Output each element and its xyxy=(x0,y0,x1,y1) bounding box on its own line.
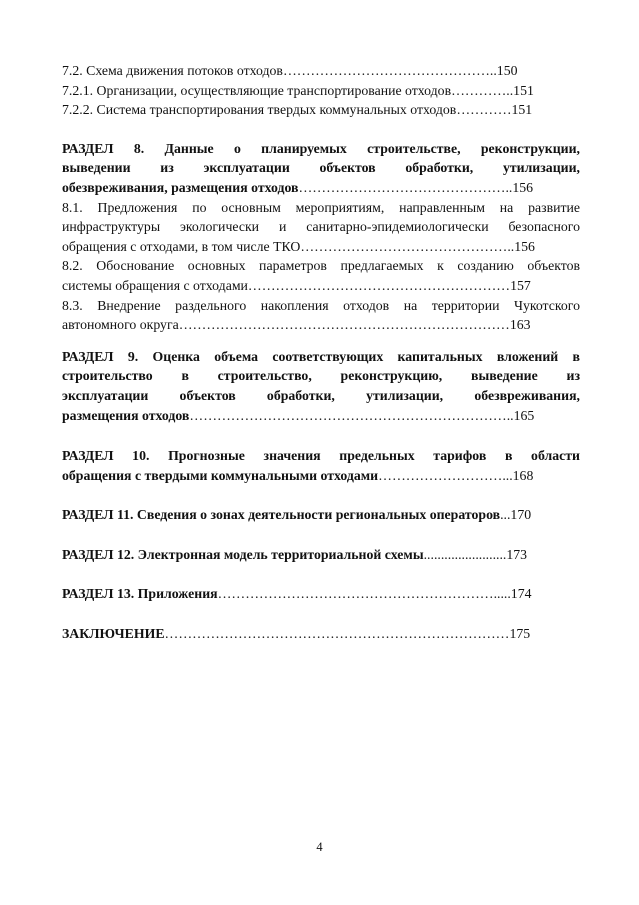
toc-entry-line: 8.1. Предложения по основным мероприятиям, направленным на развитие xyxy=(62,199,580,215)
toc-section-9-line xyxy=(62,406,580,426)
toc-entry-line: обращения с отходами, в том числе ТКО………………………………………..156 xyxy=(62,238,535,254)
toc-section-9-line: РАЗДЕЛ 9. Оценка объема соответствующих капитальных вложений в xyxy=(62,348,580,364)
toc-conclusion-leader-page: …………………………………………………………………175 xyxy=(164,626,531,642)
toc-entry-7-2: 7.2. Схема движения потоков отходов………………………………………..150 xyxy=(62,63,518,78)
toc-entry-8-3 xyxy=(62,296,580,335)
toc-entry-line: 8.2. Обоснование основных параметров предлагаемых к созданию объектов xyxy=(62,258,580,274)
toc-section-12-leader-page: ........................173 xyxy=(423,546,528,562)
toc-section-8-line: выведении из эксплуатации объектов обработки, утилизации, xyxy=(62,160,580,176)
toc-section-10 xyxy=(62,446,580,485)
toc-section-13 xyxy=(62,584,580,604)
toc-section-9-leader-page: ……………………………………………………………..165 xyxy=(189,407,535,423)
toc-entry-7-2-2: 7.2.2. Система транспортирования твердых коммунальных отходов…………151 xyxy=(62,102,533,118)
toc-section-8 xyxy=(62,139,580,198)
toc-section-10-line xyxy=(62,466,580,486)
toc-section-13-title: РАЗДЕЛ 13. Приложения xyxy=(62,586,218,602)
toc-entry-8-2 xyxy=(62,256,580,295)
toc-section-8-line: РАЗДЕЛ 8. Данные о планируемых строительстве, реконструкции, xyxy=(62,140,580,156)
toc-section-9-line: эксплуатации объектов обработки, утилизации, обезвреживания, xyxy=(62,387,580,403)
toc-entry-line: 8.3. Внедрение раздельного накопления отходов на территории Чукотского xyxy=(62,297,580,313)
table-of-contents xyxy=(62,61,580,644)
toc-entry-8-1 xyxy=(62,198,580,257)
toc-section-10-title-end: обращения с твердыми коммунальными отходами xyxy=(62,467,379,483)
toc-section-8-title-end: обезвреживания, размещения отходов xyxy=(62,179,299,195)
toc-section-9 xyxy=(62,347,580,425)
toc-section-12 xyxy=(62,545,580,565)
toc-conclusion xyxy=(62,624,580,644)
page-number: 4 xyxy=(316,840,323,854)
toc-conclusion-title: ЗАКЛЮЧЕНИЕ xyxy=(62,626,165,642)
toc-section-13-leader-page: …………………………………………………….....174 xyxy=(217,586,532,602)
toc-section-8-line xyxy=(62,178,580,198)
toc-entry-7-2-1: 7.2.1. Организации, осуществляющие транспортирование отходов…………..151 xyxy=(62,82,534,98)
toc-section-11-leader-page: ...170 xyxy=(500,507,532,523)
toc-section-9-line: строительство в строительство, реконструкцию, выведение из xyxy=(62,368,580,384)
toc-entry-line: системы обращения с отходами…………………………………………………157 xyxy=(62,277,531,293)
toc-section-9-title-end: размещения отходов xyxy=(62,407,190,423)
toc-entry-line: автономного округа………………………………………………………………163 xyxy=(62,317,531,333)
toc-section-12-title: РАЗДЕЛ 12. Электронная модель территориальной схемы xyxy=(62,546,424,562)
toc-section-10-leader-page: ………………………...168 xyxy=(378,467,534,483)
toc-entry-line: инфраструктуры экологически и санитарно-эпидемиологически безопасного xyxy=(62,219,580,235)
toc-section-11 xyxy=(62,505,580,525)
toc-section-8-leader-page: ………………………………………..156 xyxy=(298,179,534,195)
toc-section-10-line: РАЗДЕЛ 10. Прогнозные значения предельных тарифов в области xyxy=(62,448,580,464)
toc-section-11-title: РАЗДЕЛ 11. Сведения о зонах деятельности региональных операторов xyxy=(62,507,501,523)
